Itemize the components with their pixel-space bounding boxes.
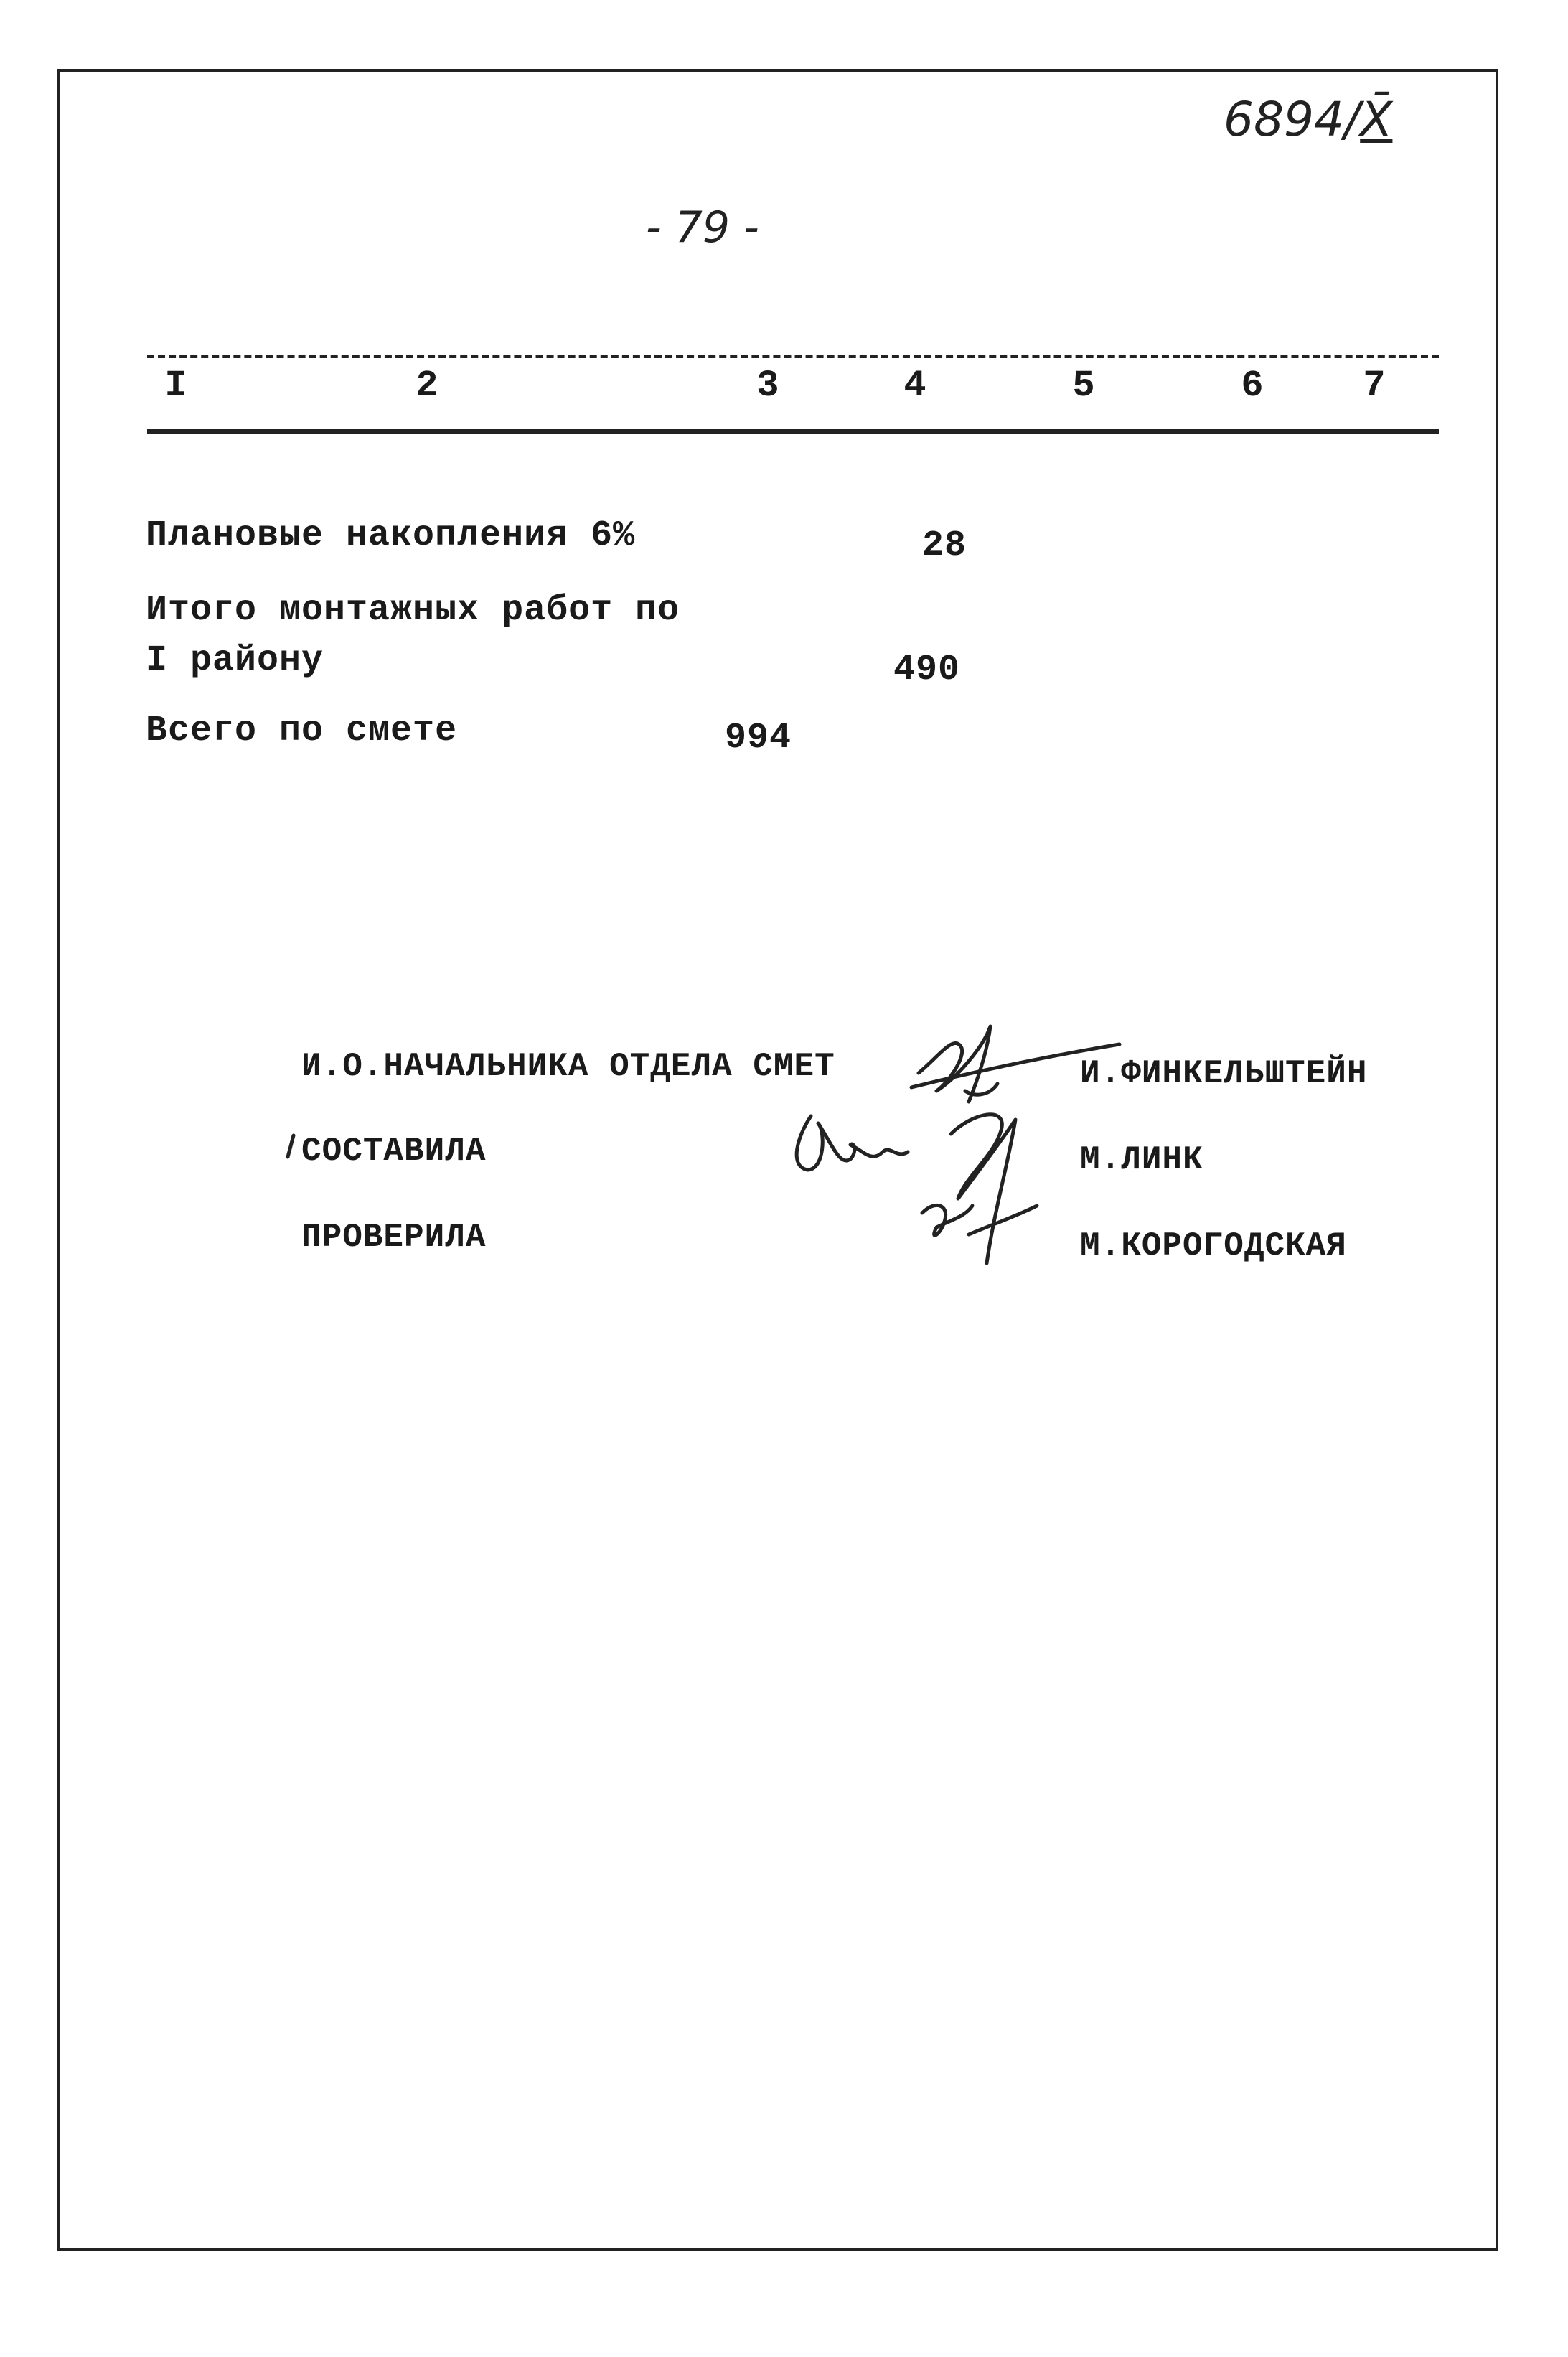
column-header-7: 7 xyxy=(1363,365,1386,407)
column-header-6: 6 xyxy=(1241,365,1264,407)
column-header-5: 5 xyxy=(1072,365,1095,407)
archive-number xyxy=(1224,92,1392,147)
row-label-installation-total: Итого монтажных работ по xyxy=(146,590,680,631)
archive-number-main: 6894/ xyxy=(1224,92,1361,147)
signature-name-head: И.ФИНКЕЛЬШТЕЙН xyxy=(1080,1055,1368,1092)
row-label-grand-total: Всего по смете xyxy=(146,711,458,751)
header-dashed-line xyxy=(147,355,1439,358)
signature-name-composer: М.ЛИНК xyxy=(1080,1141,1203,1178)
tick-mark xyxy=(283,1133,298,1161)
archive-number-suffix: X̄ xyxy=(1360,92,1393,147)
column-header-2: 2 xyxy=(416,365,438,407)
column-header-3: 3 xyxy=(756,365,779,407)
signature-role-checker: ПРОВЕРИЛА xyxy=(301,1219,487,1256)
handwritten-signature-checker xyxy=(901,1098,1058,1285)
column-header-1: I xyxy=(164,365,187,407)
row-label-planned-savings: Плановые накопления 6% xyxy=(146,515,636,556)
signature-role-head: И.О.НАЧАЛЬНИКА ОТДЕЛА СМЕТ xyxy=(301,1048,835,1085)
row-value-district-one: 490 xyxy=(893,650,961,690)
row-value-planned-savings: 28 xyxy=(922,525,967,566)
signature-role-composer: СОСТАВИЛА xyxy=(301,1133,487,1170)
header-solid-line xyxy=(147,429,1439,434)
row-label-district-one: I району xyxy=(146,640,324,681)
page-number: - 79 - xyxy=(646,202,759,253)
column-header-4: 4 xyxy=(903,365,926,407)
row-value-grand-total: 994 xyxy=(725,718,792,759)
signature-name-checker: М.КОРОГОДСКАЯ xyxy=(1080,1227,1347,1265)
